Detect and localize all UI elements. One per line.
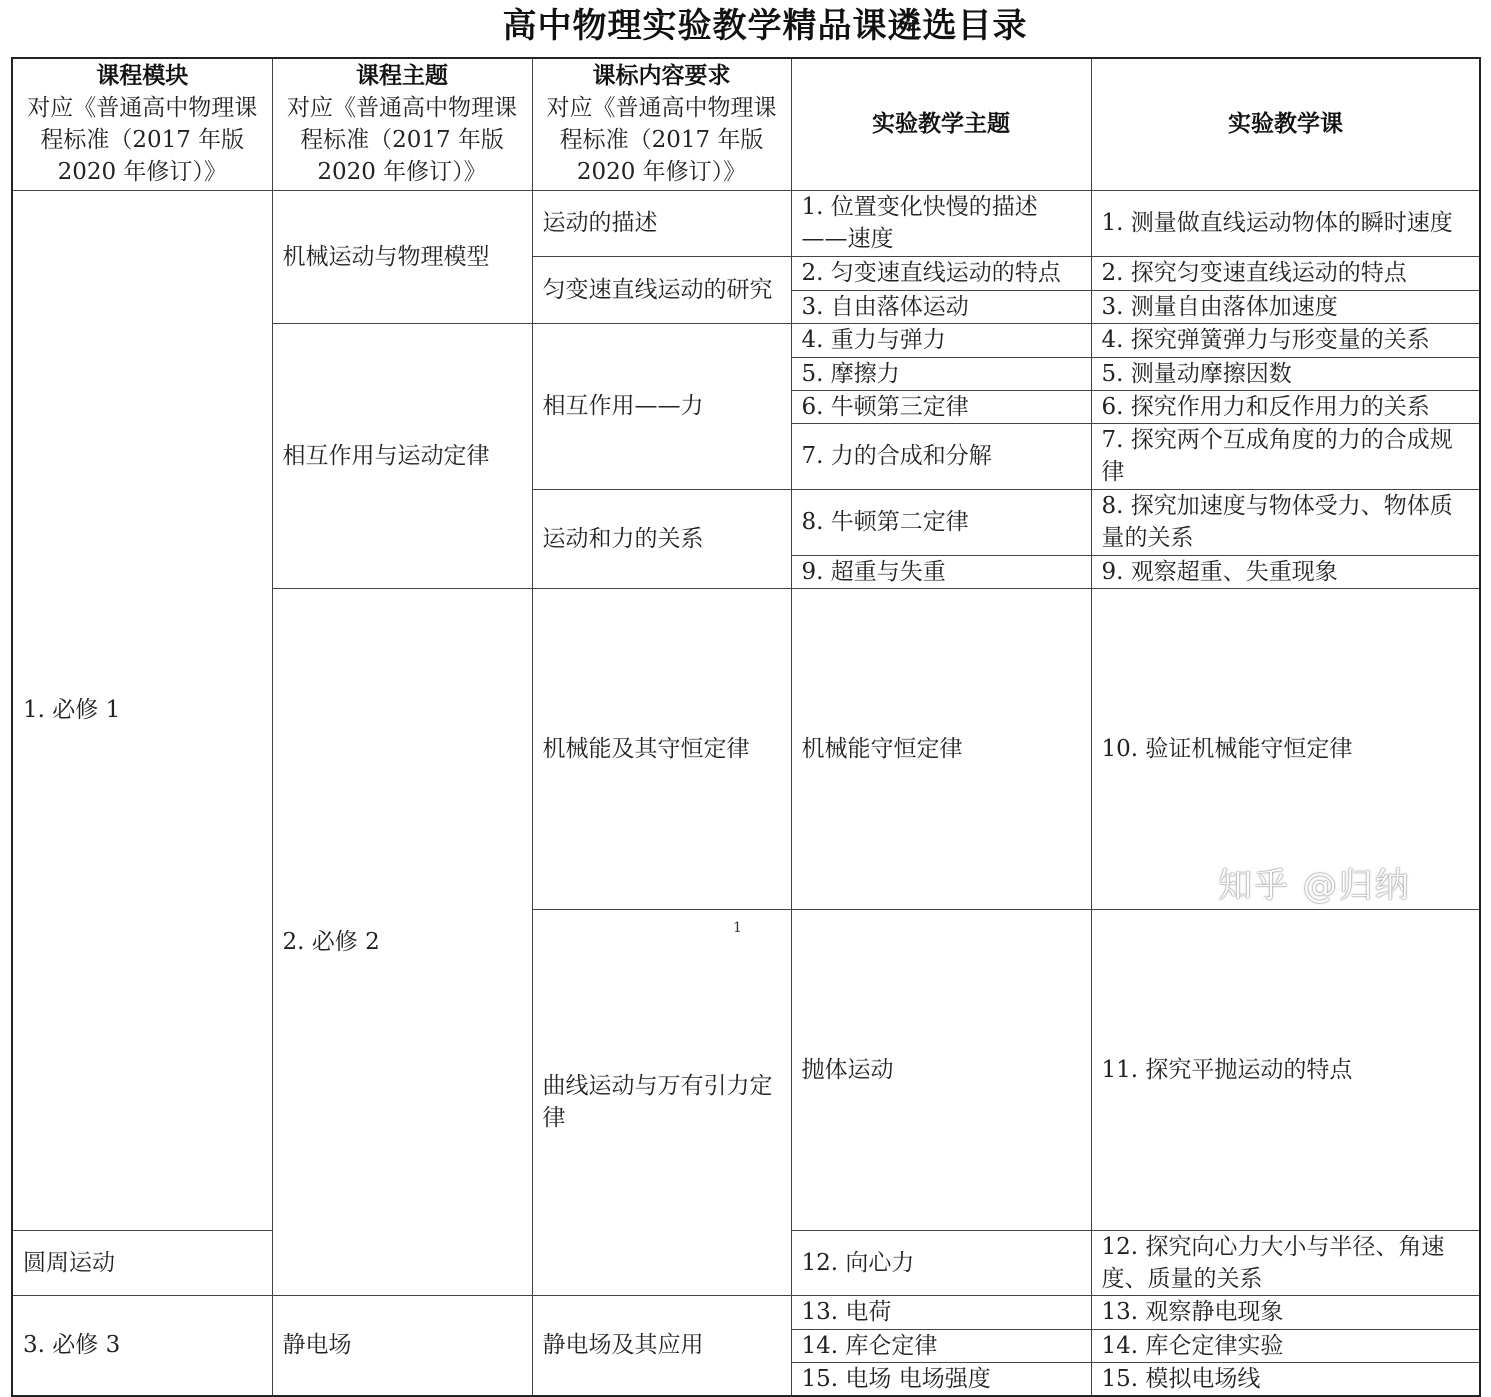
lesson-cell: 7. 探究两个互成角度的力的合成规律 [1091, 423, 1480, 489]
theme-cell: 曲线运动与万有引力定律 [532, 909, 791, 1295]
lesson-cell: 6. 探究作用力和反作用力的关系 [1091, 390, 1480, 423]
topic-cell: 14. 库仑定律 [791, 1329, 1091, 1362]
lesson-cell: 1. 测量做直线运动物体的瞬时速度 [1091, 190, 1480, 256]
header-row [12, 58, 1480, 190]
lesson-cell: 5. 测量动摩擦因数 [1091, 357, 1480, 390]
topic-cell: 13. 电荷 [791, 1295, 1091, 1329]
lesson-cell: 4. 探究弹簧弹力与形变量的关系 [1091, 323, 1480, 357]
header-subtitle: 对应《普通高中物理课程标准（2017 年版 2020 年修订）》 [287, 95, 517, 186]
topic-cell: 3. 自由落体运动 [791, 290, 1091, 323]
lesson-cell: 2. 探究匀变速直线运动的特点 [1091, 256, 1480, 290]
theme-cell: 相互作用与运动定律 [272, 323, 532, 588]
header-content-requirement [532, 58, 791, 190]
theme-cell: 机械能及其守恒定律 [532, 588, 791, 909]
topic-cell: 11. 探究平抛运动的特点 [1091, 909, 1480, 1230]
topic-cell: 9. 超重与失重 [791, 555, 1091, 588]
topic-cell: 7. 力的合成和分解 [791, 423, 1091, 489]
topic-cell: 12. 向心力 [791, 1230, 1091, 1295]
theme-cell: 机械运动与物理模型 [272, 190, 532, 323]
requirement-cell: 抛体运动 [791, 909, 1091, 1230]
lesson-cell: 9. 观察超重、失重现象 [1091, 555, 1480, 588]
header-title: 课程主题 [356, 63, 448, 90]
topic-cell: 10. 验证机械能守恒定律 [1091, 588, 1480, 909]
requirement-cell: 圆周运动 [12, 1230, 272, 1295]
topic-cell: 2. 匀变速直线运动的特点 [791, 256, 1091, 290]
topic-cell: 8. 牛顿第二定律 [791, 489, 1091, 555]
header-title: 实验教学课 [1228, 111, 1343, 138]
topic-cell: 5. 摩擦力 [791, 357, 1091, 390]
page-title: 高中物理实验教学精品课遴选目录 [502, 6, 1028, 46]
topic-cell: 6. 牛顿第三定律 [791, 390, 1091, 423]
module-cell: 2. 必修 2 [272, 588, 532, 1295]
lesson-cell: 15. 模拟电场线 [1091, 1362, 1480, 1396]
header-course-module [12, 58, 272, 190]
lesson-cell: 12. 探究向心力大小与半径、角速度、质量的关系 [1091, 1230, 1480, 1295]
requirement-cell: 运动和力的关系 [532, 489, 791, 588]
page-number: 1 [733, 920, 742, 936]
table-row [12, 190, 1480, 256]
course-catalog-table [11, 57, 1481, 1397]
module-cell: 3. 必修 3 [12, 1295, 272, 1396]
header-course-theme [272, 58, 532, 190]
module-cell: 1. 必修 1 [12, 190, 272, 1230]
watermark: 知乎 @归纳 [1218, 866, 1411, 906]
theme-cell: 静电场 [272, 1295, 532, 1396]
requirement-cell: 相互作用——力 [532, 323, 791, 489]
header-subtitle: 对应《普通高中物理课程标准（2017 年版 2020 年修订）》 [27, 95, 258, 186]
lesson-cell: 8. 探究加速度与物体受力、物体质量的关系 [1091, 489, 1480, 555]
lesson-cell: 3. 测量自由落体加速度 [1091, 290, 1480, 323]
topic-cell: 1. 位置变化快慢的描述——速度 [791, 190, 1091, 256]
requirement-cell: 静电场及其应用 [532, 1295, 791, 1396]
table-row [12, 1295, 1480, 1329]
topic-cell: 4. 重力与弹力 [791, 323, 1091, 357]
requirement-cell: 运动的描述 [532, 190, 791, 256]
header-title: 课程模块 [96, 63, 189, 90]
header-experiment-lesson [1091, 58, 1480, 190]
header-subtitle: 对应《普通高中物理课程标准（2017 年版 2020 年修订）》 [546, 95, 777, 186]
header-experiment-topic [791, 58, 1091, 190]
header-title: 课标内容要求 [592, 63, 731, 90]
requirement-cell: 机械能守恒定律 [791, 588, 1091, 909]
header-title: 实验教学主题 [872, 111, 1010, 138]
topic-cell: 15. 电场 电场强度 [791, 1362, 1091, 1396]
lesson-cell: 13. 观察静电现象 [1091, 1295, 1480, 1329]
lesson-cell: 14. 库仑定律实验 [1091, 1329, 1480, 1362]
requirement-cell: 匀变速直线运动的研究 [532, 256, 791, 323]
